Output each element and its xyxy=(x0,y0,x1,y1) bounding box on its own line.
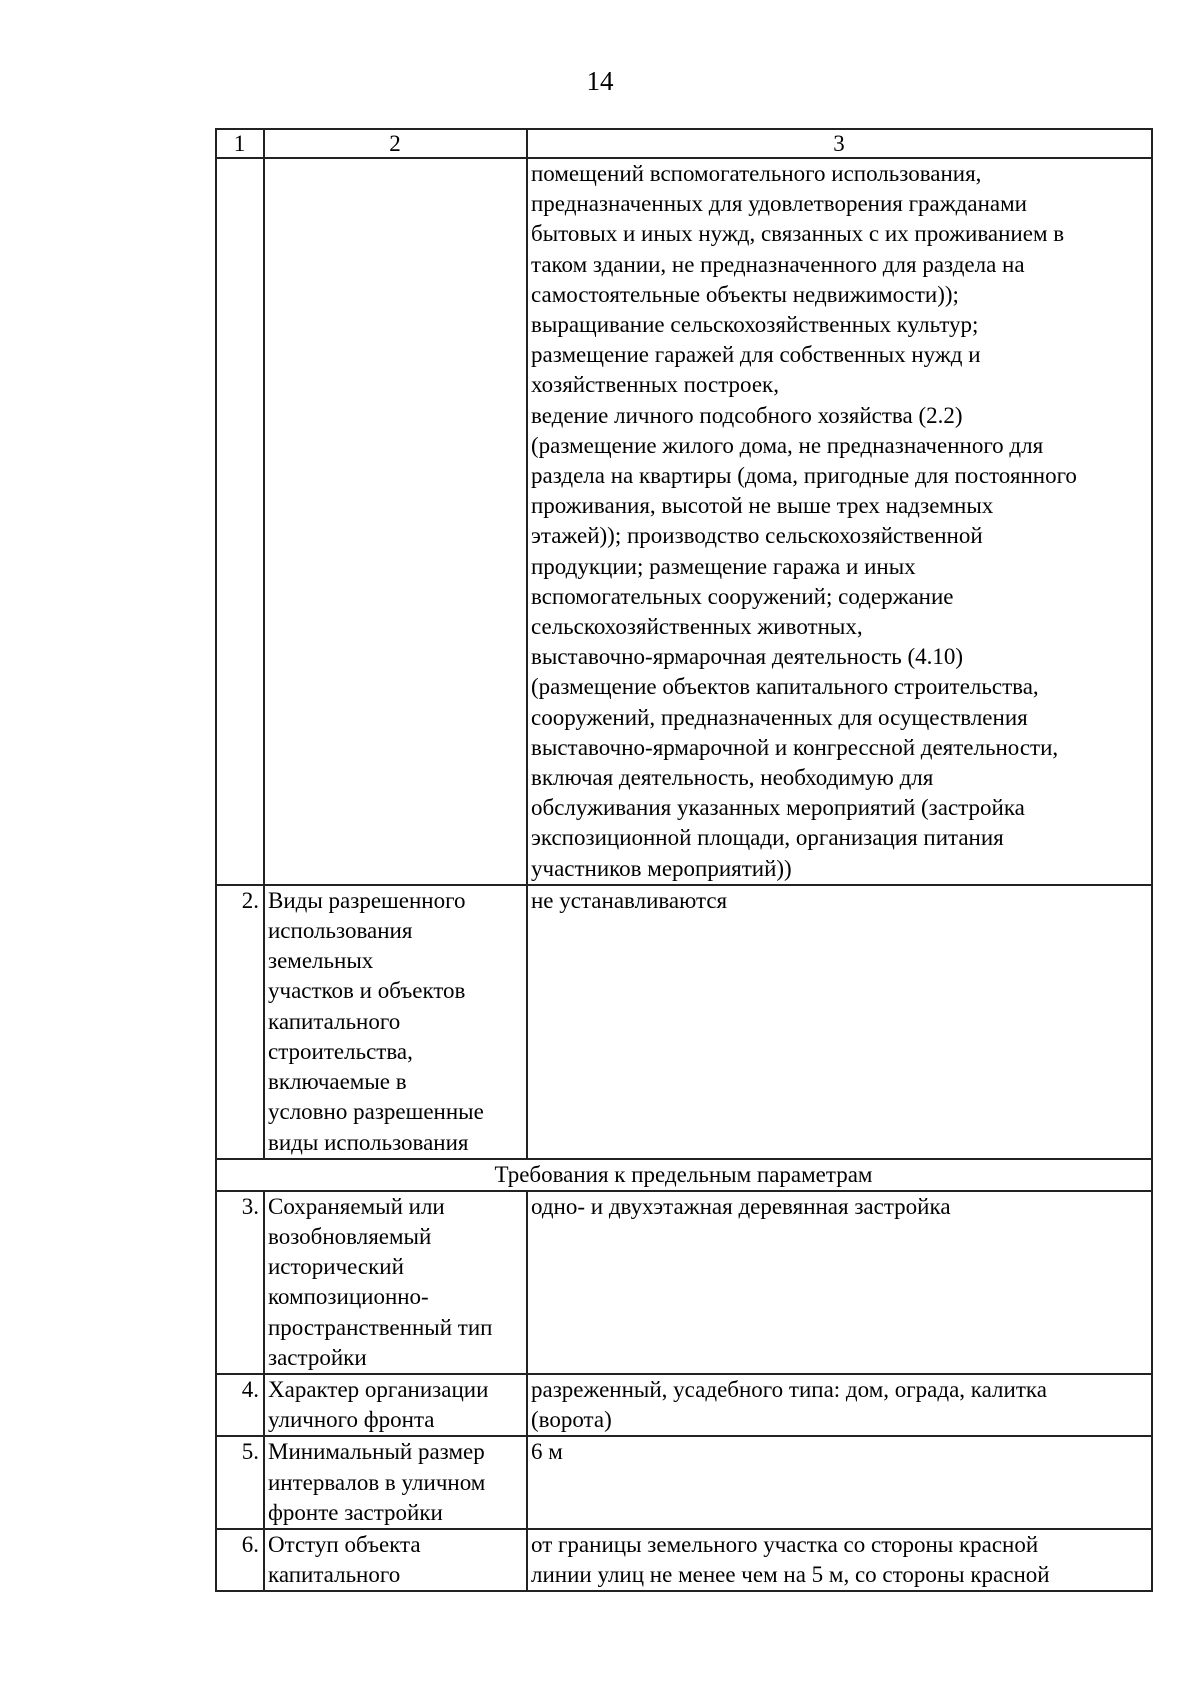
cell-line: композиционно- xyxy=(268,1284,429,1310)
cell-line: включая деятельность, необходимую для xyxy=(531,765,934,791)
parameter-name xyxy=(264,1374,527,1436)
cell-line: линии улиц не менее чем на 5 м, со стороны красной xyxy=(531,1562,1050,1588)
table-row xyxy=(216,1191,1152,1374)
parameter-name xyxy=(264,1436,527,1529)
cell-line: бытовых и иных нужд, связанных с их проживанием в xyxy=(531,221,1065,247)
cell-line: одно- и двухэтажная деревянная застройка xyxy=(531,1193,951,1219)
header-col-2: 2 xyxy=(264,129,527,158)
cell-line: фронте застройки xyxy=(268,1499,443,1525)
table-row xyxy=(216,1436,1152,1529)
cell-line: сельскохозяйственных животных, xyxy=(531,614,863,640)
parameter-value xyxy=(527,1374,1152,1436)
cell-line: возобновляемый xyxy=(268,1223,432,1249)
table-row xyxy=(216,885,1152,1159)
cell-line: (размещение объектов капитального строительства, xyxy=(531,674,1039,700)
cell-line: участников мероприятий)) xyxy=(531,855,792,881)
cell-line: обслуживания указанных мероприятий (застройка xyxy=(531,795,1025,821)
table-row xyxy=(216,1374,1152,1436)
cell-line: земельных xyxy=(268,948,374,974)
table-body xyxy=(216,129,1152,1591)
table-row xyxy=(216,158,1152,885)
page-number: 14 xyxy=(586,66,614,96)
row-number: 2. xyxy=(216,885,264,1159)
cell-line: от границы земельного участка со стороны красной xyxy=(531,1531,1039,1557)
row-number: 3. xyxy=(216,1191,264,1374)
cell-line: разреженный, усадебного типа: дом, ограда, калитка xyxy=(531,1376,1047,1402)
cell-line: проживания, высотой не выше трех надземных xyxy=(531,493,994,519)
cell-line: Сохраняемый или xyxy=(268,1193,445,1219)
cell-line: размещение гаражей для собственных нужд и xyxy=(531,342,981,368)
header-col-1: 1 xyxy=(216,129,264,158)
cell-line: Характер организации xyxy=(268,1376,489,1402)
parameter-value xyxy=(527,158,1152,885)
cell-line: (размещение жилого дома, не предназначенного для xyxy=(531,432,1044,458)
cell-line: уличного фронта xyxy=(268,1407,435,1433)
cell-line: ведение личного подсобного хозяйства (2.2) xyxy=(531,402,963,428)
cell-line: предназначенных для удовлетворения гражданами xyxy=(531,191,1027,217)
cell-line: таком здании, не предназначенного для раздела на xyxy=(531,251,1025,277)
cell-line: Виды разрешенного xyxy=(268,887,466,913)
parameter-name xyxy=(264,158,527,885)
row-number xyxy=(216,158,264,885)
cell-line: использования xyxy=(268,918,413,944)
cell-line: этажей)); производство сельскохозяйственной xyxy=(531,523,983,549)
header-col-3: 3 xyxy=(527,129,1152,158)
cell-line: пространственный тип xyxy=(268,1314,493,1340)
cell-line: самостоятельные объекты недвижимости)); xyxy=(531,281,959,307)
cell-line: условно разрешенные xyxy=(268,1099,484,1125)
cell-line: выставочно-ярмарочной и конгрессной деятельности, xyxy=(531,734,1059,760)
section-row xyxy=(216,1159,1152,1191)
cell-line: сооружений, предназначенных для осуществления xyxy=(531,704,1028,730)
cell-line: (ворота) xyxy=(531,1407,612,1433)
cell-line: Отступ объекта xyxy=(268,1531,421,1557)
cell-line: исторический xyxy=(268,1254,404,1280)
cell-line: продукции; размещение гаража и иных xyxy=(531,553,916,579)
cell-line: вспомогательных сооружений; содержание xyxy=(531,583,954,609)
regulations-table xyxy=(215,128,1153,1592)
cell-line: интервалов в уличном xyxy=(268,1469,486,1495)
row-number: 6. xyxy=(216,1529,264,1591)
cell-line: капитального xyxy=(268,1008,401,1034)
cell-line: застройки xyxy=(268,1344,367,1370)
row-number: 4. xyxy=(216,1374,264,1436)
cell-line: включаемые в xyxy=(268,1069,407,1095)
cell-line: выставочно-ярмарочная деятельность (4.10) xyxy=(531,644,964,670)
parameter-name xyxy=(264,1191,527,1374)
parameter-value xyxy=(527,1436,1152,1529)
cell-line: участков и объектов xyxy=(268,978,466,1004)
cell-line: хозяйственных построек, xyxy=(531,372,779,398)
parameter-value xyxy=(527,1191,1152,1374)
cell-line: выращивание сельскохозяйственных культур; xyxy=(531,312,979,338)
parameter-name xyxy=(264,885,527,1159)
table-row xyxy=(216,1529,1152,1591)
cell-line: раздела на квартиры (дома, пригодные для постоянного xyxy=(531,463,1077,489)
cell-line: 6 м xyxy=(531,1439,563,1465)
cell-line: строительства, xyxy=(268,1038,413,1064)
cell-line: не устанавливаются xyxy=(531,887,728,913)
cell-line: капитального xyxy=(268,1562,401,1588)
cell-line: виды использования xyxy=(268,1129,469,1155)
cell-line: Минимальный размер xyxy=(268,1439,485,1465)
parameter-value xyxy=(527,1529,1152,1591)
parameter-value xyxy=(527,885,1152,1159)
table-header-row xyxy=(216,129,1152,158)
cell-line: помещений вспомогательного использования, xyxy=(531,161,982,186)
parameter-name xyxy=(264,1529,527,1591)
row-number: 5. xyxy=(216,1436,264,1529)
cell-line: экспозиционной площади, организация питания xyxy=(531,825,1004,851)
section-title: Требования к предельным параметрам xyxy=(216,1159,1152,1191)
